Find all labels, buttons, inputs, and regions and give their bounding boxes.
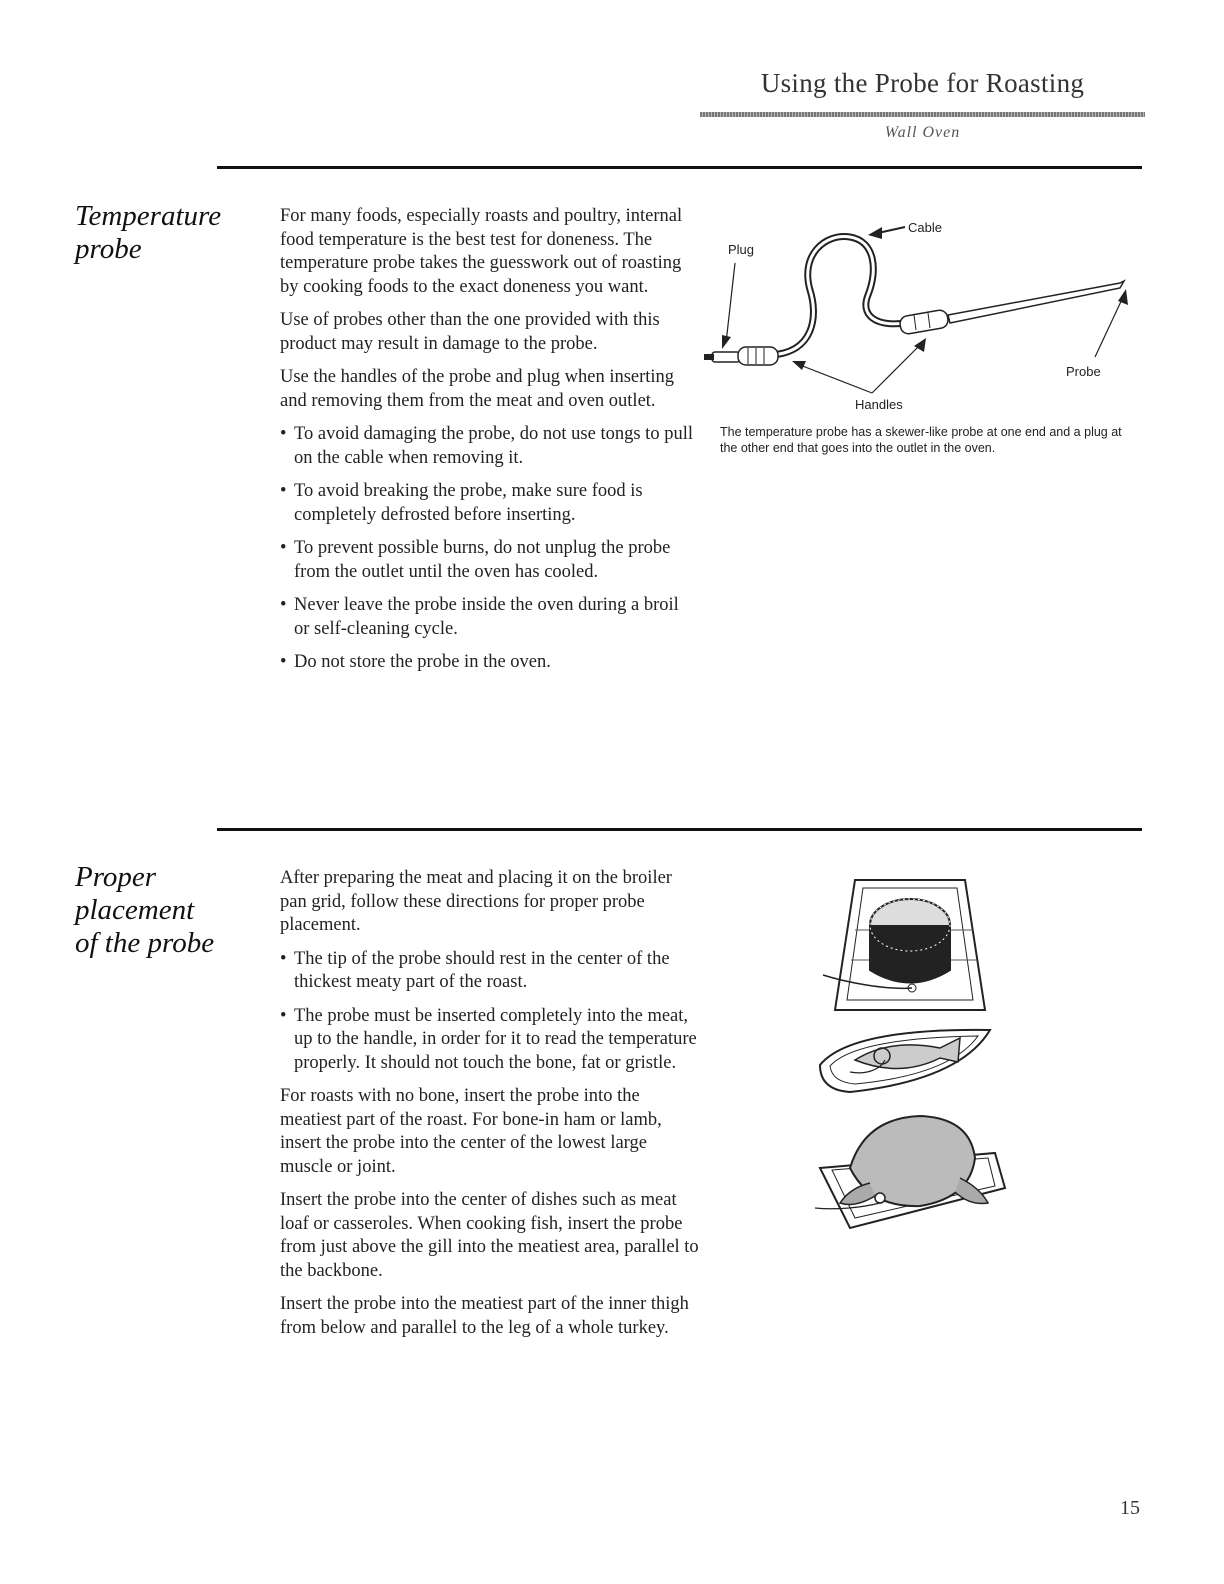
plug-arrowhead: [722, 335, 731, 349]
list-item: • Do not store the probe in the oven.: [280, 651, 695, 675]
probe-diagram: [700, 215, 1130, 415]
paragraph: For many foods, especially roasts and poultry, internal food temperature is the best test for doneness. The temperature probe takes the guesswork out of roasting by cooking foods to the exact doneness you want.: [280, 206, 683, 297]
list-item: • To avoid damaging the probe, do not use tongs to pull on the cable when removing it.: [280, 423, 695, 470]
section-title-temperature-probe: [75, 200, 221, 266]
section-divider-1: [217, 166, 1142, 169]
cable-arrowhead: [868, 227, 882, 239]
handles-arrowhead-left: [792, 361, 806, 370]
plug-leader: [726, 263, 735, 343]
paragraph: Insert the probe into the center of dishes such as meat loaf or casseroles. When cooking fish, insert the probe from just above the gill into the meatiest area, parallel to the backbone.: [280, 1190, 699, 1281]
label-cable: Cable: [908, 220, 942, 235]
section1-body: [280, 205, 695, 685]
roast-in-pan-illustration: [815, 870, 990, 1020]
diagram-caption: The temperature probe has a skewer-like probe at one end and a plug at the other end that goes into the outlet in the oven.: [720, 425, 1122, 455]
paragraph: After preparing the meat and placing it on the broiler pan grid, follow these directions for proper probe placement.: [280, 868, 672, 935]
handles-leader-right: [872, 343, 922, 393]
fish-on-platter-illustration: [810, 1020, 1000, 1100]
paragraph: For roasts with no bone, insert the probe into the meatiest part of the roast. For bone-in ham or lamb, insert the probe into the center of the lowest large muscle or joint.: [280, 1086, 662, 1177]
paragraph: Insert the probe into the meatiest part of the inner thigh from below and parallel to the leg of a whole turkey.: [280, 1294, 689, 1338]
section-title-line: placement: [75, 894, 195, 926]
page-number: 15: [1120, 1497, 1140, 1519]
probe-arrowhead: [1118, 289, 1128, 305]
label-handles: Handles: [855, 397, 903, 412]
handles-leader-left: [800, 365, 872, 393]
list-item: • To prevent possible burns, do not unplug the probe from the outlet until the oven has cooled.: [280, 537, 695, 584]
probe-leader: [1095, 295, 1124, 357]
list-item: • The probe must be inserted completely into the meat, up to the handle, in order for it to read the temperature properly. It should not touch the bone, fat or gristle.: [280, 1005, 700, 1076]
section-title-line: Proper: [75, 861, 157, 893]
plug-icon: [704, 347, 778, 365]
section-title-line: probe: [75, 233, 142, 265]
header-dotted-rule: [700, 112, 1145, 117]
list-item: • To avoid breaking the probe, make sure food is completely defrosted before inserting.: [280, 480, 695, 527]
page-header-subtitle: Wall Oven: [884, 124, 961, 141]
label-probe: Probe: [1066, 364, 1101, 379]
cable-inner: [770, 237, 905, 355]
list-item: • The tip of the probe should rest in the center of the thickest meaty part of the roast.: [280, 948, 700, 995]
cable-arrow: [878, 227, 905, 233]
section-title-proper-placement: [75, 861, 214, 960]
paragraph: Use the handles of the probe and plug when inserting and removing them from the meat and oven outlet.: [280, 367, 675, 411]
probe-handle-icon: [899, 281, 1124, 335]
bullet-list: [280, 423, 695, 675]
turkey-illustration: [810, 1108, 1010, 1238]
cable-outline: [770, 237, 905, 355]
list-item: • Never leave the probe inside the oven during a broil or self-cleaning cycle.: [280, 594, 695, 641]
section2-body: [280, 867, 700, 1350]
label-plug: Plug: [728, 242, 755, 257]
paragraph: Use of probes other than the one provided with this product may result in damage to the probe.: [280, 310, 660, 354]
page-header-title: Using the Probe for Roasting: [760, 68, 1085, 98]
section-divider-2: [217, 828, 1142, 831]
section-title-line: of the probe: [75, 927, 215, 959]
bullet-list: [280, 948, 700, 1076]
section-title-line: Temperature: [75, 200, 222, 232]
